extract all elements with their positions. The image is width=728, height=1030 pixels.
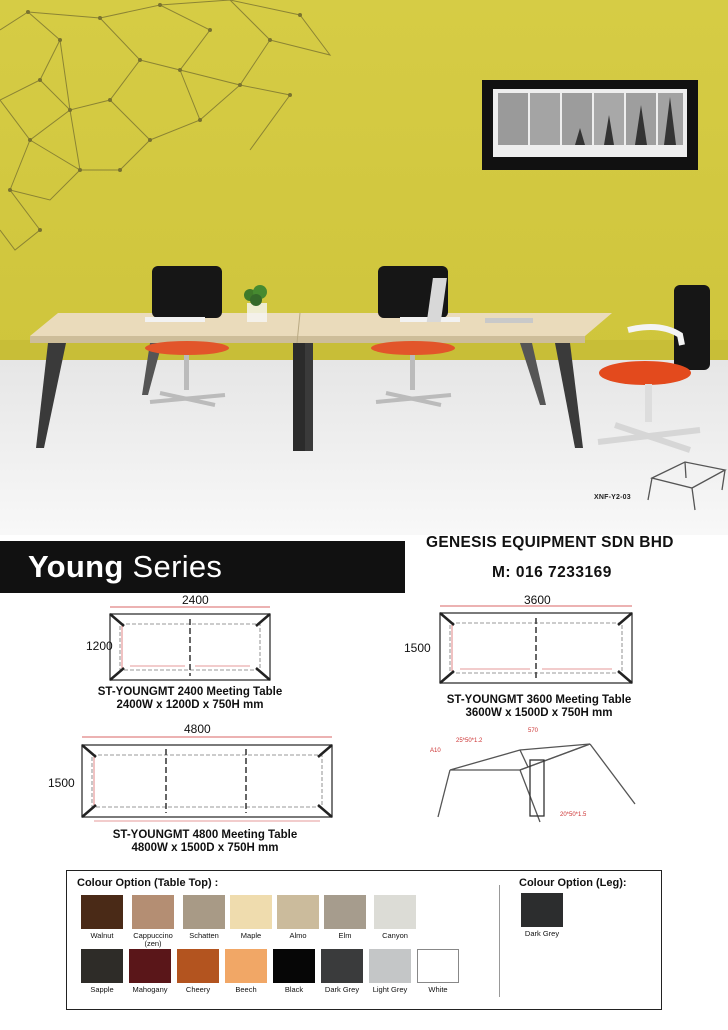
table-2400-width-dim: 2400 (182, 593, 209, 607)
colour-beech-name: Beech (235, 985, 257, 994)
colour-dark-grey-swatch (321, 949, 363, 983)
colour-dark-grey-name: Dark Grey (324, 985, 360, 994)
table-4800-caption (90, 829, 320, 855)
colour-elm-name: Elm (338, 931, 352, 940)
colour-options-panel (66, 870, 662, 1010)
colour-cappuccino-label (125, 931, 181, 948)
table-2400-name: ST-YOUNGMT 2400 Meeting Table (97, 686, 283, 698)
company-name: GENESIS EQUIPMENT SDN BHD (426, 534, 674, 551)
colour-cappuccino-swatch (132, 895, 174, 929)
table-3600-caption (424, 694, 654, 720)
colour-black-swatch (273, 949, 315, 983)
leg-colour-heading: Colour Option (Leg): (519, 877, 627, 889)
frame-note-4: 20*50*1.5 (560, 812, 587, 818)
colour-cheery-name: Cheery (185, 985, 211, 994)
table-3600-width-dim: 3600 (524, 593, 551, 607)
colour-walnut-label (74, 931, 130, 940)
colour-black-name: Black (284, 985, 304, 994)
colour-light-grey-name: Light Grey (372, 985, 408, 994)
table-2400-plan-drawing (100, 604, 280, 686)
table-top-colour-heading: Colour Option (Table Top) : (77, 877, 219, 889)
table-2400-spec: 2400W x 1200D x 750H mm (116, 699, 264, 711)
colour-white-name: White (428, 985, 448, 994)
colour-light-grey-swatch (369, 949, 411, 983)
colour-almo-name: Almo (289, 931, 307, 940)
table-4800-spec: 4800W x 1500D x 750H mm (131, 842, 279, 854)
colour-canyon-label (367, 931, 423, 940)
frame-note-2: 570 (528, 728, 539, 734)
table-3600-depth-dim: 1500 (404, 641, 431, 655)
frame-note-3: A10 (430, 748, 441, 754)
leg-colour-dark-grey-label (514, 929, 570, 938)
table-4800-depth-dim: 1500 (48, 776, 75, 790)
colour-schatten-swatch (183, 895, 225, 929)
table-3600-plan-drawing (432, 603, 638, 691)
colour-white-swatch (417, 949, 459, 983)
colour-canyon-name: Canyon (382, 931, 408, 940)
wall-picture-frame (482, 80, 698, 170)
colour-walnut-name: Walnut (90, 931, 114, 940)
leg-colour-dark-grey-name: Dark Grey (524, 929, 560, 938)
colour-maple-name: Maple (240, 931, 262, 940)
table-frame-isometric-drawing (420, 722, 660, 832)
table-4800-plan-drawing (74, 733, 338, 825)
colour-sapple-swatch (81, 949, 123, 983)
frame-note-1: 25*50*1.2 (456, 738, 483, 744)
colour-cappuccino-name: Cappuccino (133, 931, 173, 940)
colour-schatten-name: Schatten (189, 931, 219, 940)
leg-colour-dark-grey-swatch (521, 893, 563, 927)
table-4800-name: ST-YOUNGMT 4800 Meeting Table (112, 829, 298, 841)
colour-cappuccino-subname: (zen) (144, 939, 162, 948)
colour-canyon-swatch (374, 895, 416, 929)
table-4800-width-dim: 4800 (184, 722, 211, 736)
colour-beech-swatch (225, 949, 267, 983)
table-3600-name: ST-YOUNGMT 3600 Meeting Table (446, 694, 632, 706)
colour-mahogany-name: Mahogany (132, 985, 168, 994)
series-title-bar (0, 541, 405, 593)
series-title-bold: Young (28, 549, 124, 584)
table-2400-caption (80, 686, 300, 712)
colour-mahogany-swatch (129, 949, 171, 983)
colour-elm-label (317, 931, 373, 940)
company-phone: M: 016 7233169 (492, 564, 612, 581)
series-title (28, 549, 222, 585)
colour-elm-swatch (324, 895, 366, 929)
table-2400-depth-dim: 1200 (86, 639, 113, 653)
table-3600-spec: 3600W x 1500D x 750H mm (465, 707, 613, 719)
colour-walnut-swatch (81, 895, 123, 929)
colour-almo-swatch (277, 895, 319, 929)
panel-divider (499, 885, 500, 997)
colour-white-label (410, 985, 466, 994)
colour-cheery-swatch (177, 949, 219, 983)
model-code: XNF-Y2-03 (594, 494, 631, 501)
colour-sapple-name: Sapple (90, 985, 114, 994)
colour-maple-swatch (230, 895, 272, 929)
series-title-rest: Series (132, 549, 223, 584)
